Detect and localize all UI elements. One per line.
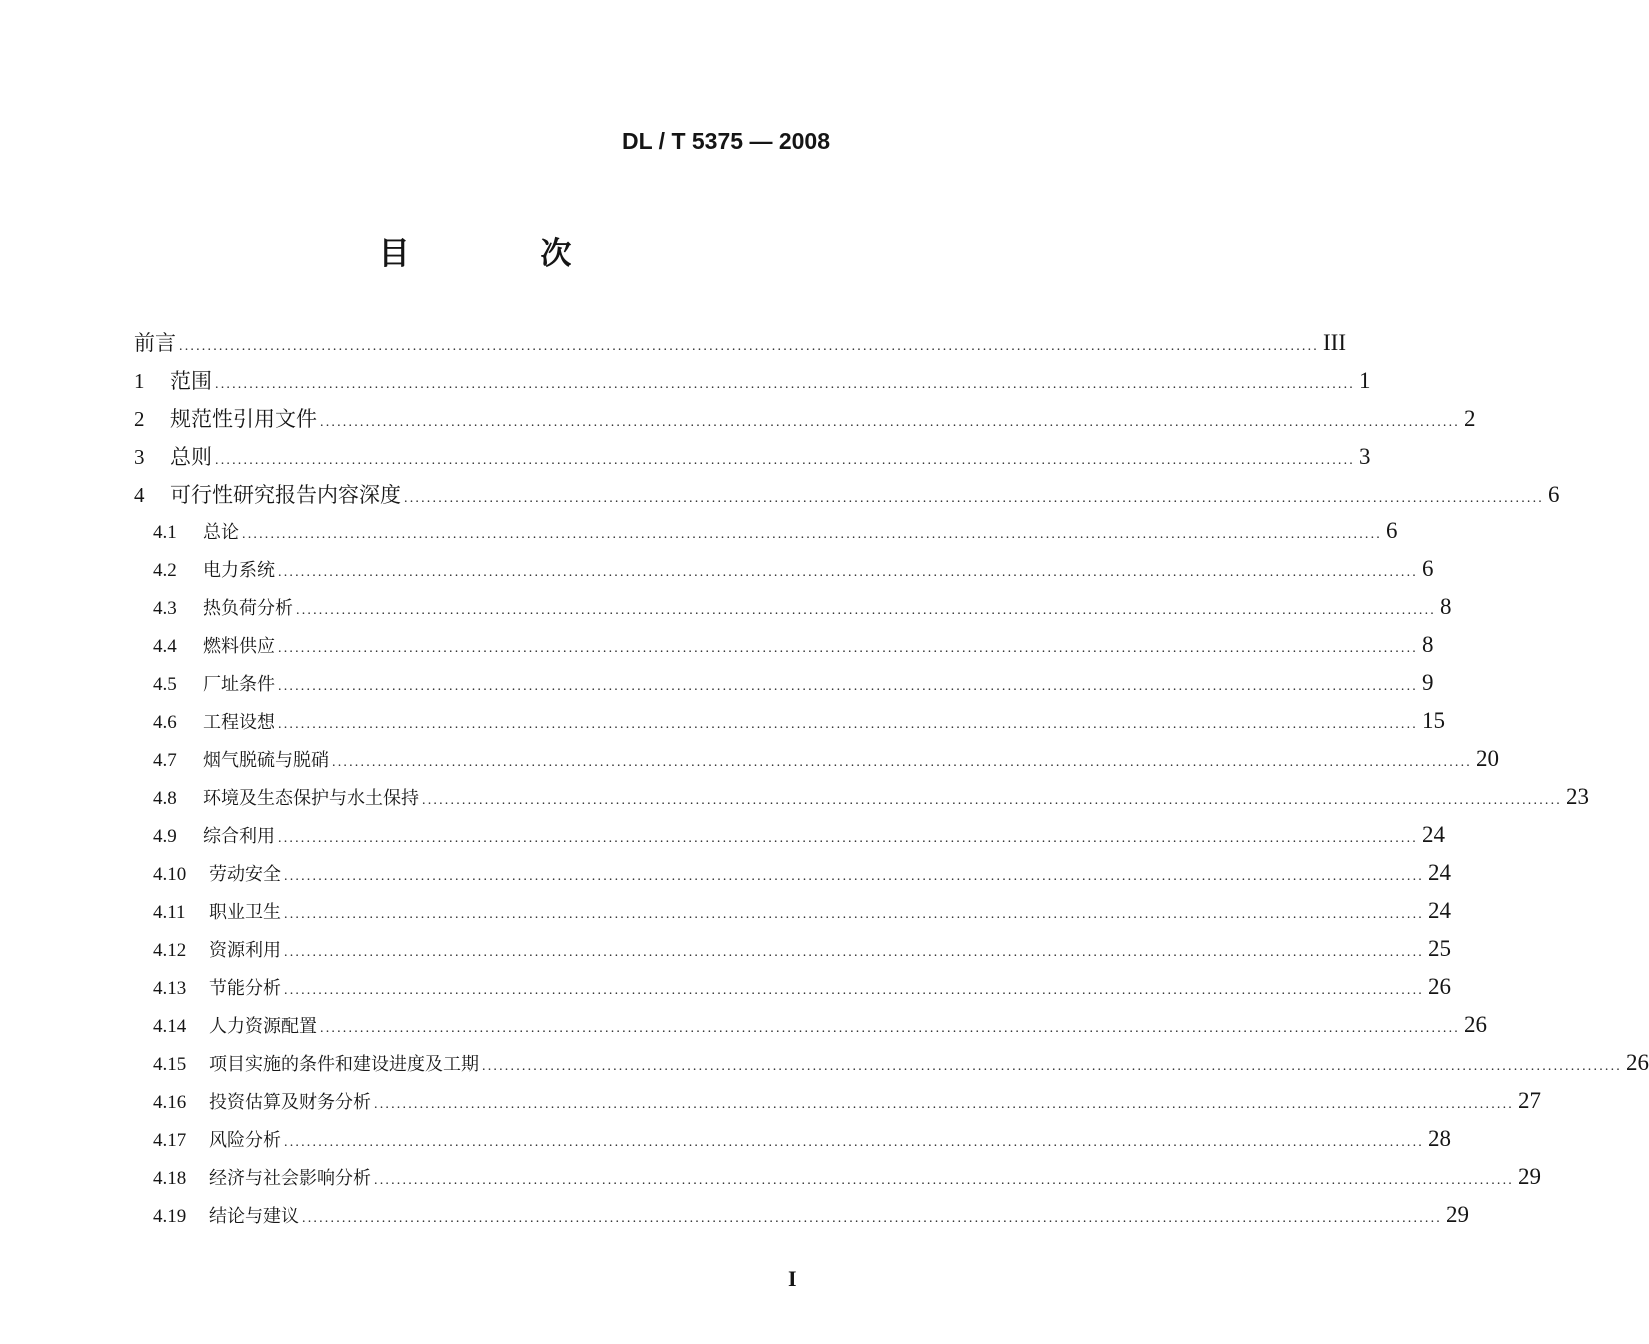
toc-entry-4[interactable]	[134, 479, 1560, 509]
toc-entry-title: 范围	[170, 369, 212, 393]
dot-leader: ........................................................................................................................................................................................................	[302, 1211, 1442, 1226]
dot-leader: ........................................................................................................................................................................................................	[320, 415, 1460, 430]
toc-entry-title: 风险分析	[209, 1130, 281, 1151]
toc-entry-title: 环境及生态保护与水土保持	[203, 788, 419, 809]
toc-entry-4-6[interactable]	[153, 708, 1445, 738]
toc-entry-4-7[interactable]	[153, 746, 1499, 776]
toc-entry-title: 工程设想	[203, 712, 275, 733]
toc-entry-4-9[interactable]	[153, 822, 1445, 852]
toc-entry-page: 26	[1626, 1050, 1649, 1075]
toc-entry-page: 2	[1464, 406, 1476, 431]
dot-leader: ........................................................................................................................................................................................................	[482, 1059, 1622, 1074]
toc-entry-title: 投资估算及财务分析	[209, 1092, 371, 1113]
toc-entry-number: 4.16	[153, 1092, 187, 1113]
toc-entry-4-13[interactable]	[153, 974, 1451, 1004]
toc-entry-page: 27	[1518, 1088, 1541, 1113]
toc-entry-title: 烟气脱硫与脱硝	[203, 750, 329, 771]
toc-entry-title: 资源利用	[209, 940, 281, 961]
toc-entry-title: 前言	[134, 331, 176, 355]
toc-entry-page: 9	[1422, 670, 1434, 695]
toc-entry-4-1[interactable]	[153, 518, 1398, 548]
toc-entry-4-16[interactable]	[153, 1088, 1541, 1118]
dot-leader: ........................................................................................................................................................................................................	[284, 1135, 1424, 1150]
toc-entry-title: 燃料供应	[203, 636, 275, 657]
toc-entry-page: 15	[1422, 708, 1445, 733]
dot-leader: ........................................................................................................................................................................................................	[332, 755, 1472, 770]
toc-entry-4-2[interactable]	[153, 556, 1434, 586]
dot-leader: ........................................................................................................................................................................................................	[278, 831, 1418, 846]
toc-entry-4-11[interactable]	[153, 898, 1451, 928]
toc-entry-title: 经济与社会影响分析	[209, 1168, 371, 1189]
toc-entry-number: 4.15	[153, 1054, 187, 1075]
toc-entry-number: 4.6	[153, 712, 177, 733]
toc-entry-number: 3	[134, 445, 145, 469]
dot-leader: ........................................................................................................................................................................................................	[284, 983, 1424, 998]
toc-entry-number: 4.9	[153, 826, 177, 847]
page-number: I	[788, 1266, 797, 1291]
toc-entry-page: 3	[1359, 444, 1371, 469]
toc-entry-page: III	[1323, 330, 1346, 355]
dot-leader: ........................................................................................................................................................................................................	[284, 945, 1424, 960]
dot-leader: ........................................................................................................................................................................................................	[320, 1021, 1460, 1036]
toc-entry-number: 4.17	[153, 1130, 187, 1151]
toc-entry-page: 23	[1566, 784, 1589, 809]
toc-entry-page: 26	[1464, 1012, 1487, 1037]
toc-title: 目 次	[378, 236, 632, 272]
toc-entry-title: 劳动安全	[209, 864, 281, 885]
toc-entry-title: 节能分析	[209, 978, 281, 999]
dot-leader: ........................................................................................................................................................................................................	[284, 869, 1424, 884]
dot-leader: ........................................................................................................................................................................................................	[242, 527, 1382, 542]
toc-entry-2[interactable]	[134, 403, 1476, 433]
toc-entry-number: 4	[134, 483, 145, 507]
toc-entry-3[interactable]	[134, 441, 1371, 471]
toc-entry-title: 电力系统	[203, 560, 275, 581]
dot-leader: ........................................................................................................................................................................................................	[278, 565, 1418, 580]
toc-entry-page: 26	[1428, 974, 1451, 999]
dot-leader: ........................................................................................................................................................................................................	[296, 603, 1436, 618]
dot-leader: ........................................................................................................................................................................................................	[215, 377, 1355, 392]
toc-entry-page: 6	[1548, 482, 1560, 507]
dot-leader: ........................................................................................................................................................................................................	[284, 907, 1424, 922]
toc-entry-number: 4.18	[153, 1168, 187, 1189]
toc-entry-title: 厂址条件	[203, 674, 275, 695]
toc-entry-page: 8	[1440, 594, 1452, 619]
dot-leader: ........................................................................................................................................................................................................	[215, 453, 1355, 468]
toc-entry-title: 总论	[203, 522, 239, 543]
dot-leader: ........................................................................................................................................................................................................	[179, 339, 1319, 354]
toc-entry-4-19[interactable]	[153, 1202, 1469, 1232]
toc-entry-4-15[interactable]	[153, 1050, 1649, 1080]
toc-entry-title: 综合利用	[203, 826, 275, 847]
toc-entry-title: 规范性引用文件	[170, 407, 317, 431]
toc-entry-number: 4.1	[153, 522, 177, 543]
toc-entry-number: 2	[134, 407, 145, 431]
toc-entry-number: 4.11	[153, 902, 186, 923]
standard-code: DL / T 5375 — 2008	[622, 128, 830, 154]
dot-leader: ........................................................................................................................................................................................................	[278, 717, 1418, 732]
toc-entry-number: 4.10	[153, 864, 187, 885]
toc-entry-title: 总则	[170, 445, 212, 469]
toc-entry-1[interactable]	[134, 365, 1371, 395]
toc-entry-title: 职业卫生	[209, 902, 281, 923]
toc-entry-number: 4.8	[153, 788, 177, 809]
toc-entry-4-8[interactable]	[153, 784, 1589, 814]
toc-entry-4-10[interactable]	[153, 860, 1451, 890]
toc-entry-number: 1	[134, 369, 145, 393]
toc-entry-4-4[interactable]	[153, 632, 1434, 662]
dot-leader: ........................................................................................................................................................................................................	[374, 1173, 1514, 1188]
toc-entry-number: 4.14	[153, 1016, 187, 1037]
dot-leader: ........................................................................................................................................................................................................	[404, 491, 1544, 506]
toc-entry-4-3[interactable]	[153, 594, 1452, 624]
toc-entry-title: 热负荷分析	[203, 598, 293, 619]
toc-entry-number: 4.3	[153, 598, 177, 619]
dot-leader: ........................................................................................................................................................................................................	[422, 793, 1562, 808]
toc-entry-page: 1	[1359, 368, 1371, 393]
toc-entry-page: 6	[1386, 518, 1398, 543]
toc-entry-preface[interactable]	[134, 327, 1346, 357]
dot-leader: ........................................................................................................................................................................................................	[374, 1097, 1514, 1112]
toc-entry-title: 人力资源配置	[209, 1016, 317, 1037]
toc-entry-title: 项目实施的条件和建设进度及工期	[209, 1054, 479, 1075]
toc-entry-page: 20	[1476, 746, 1499, 771]
toc-entry-number: 4.12	[153, 940, 187, 961]
dot-leader: ........................................................................................................................................................................................................	[278, 679, 1418, 694]
toc-entry-number: 4.4	[153, 636, 177, 657]
toc-entry-4-18[interactable]	[153, 1164, 1541, 1194]
toc-entry-number: 4.19	[153, 1206, 187, 1227]
toc-entry-4-5[interactable]	[153, 670, 1434, 700]
toc-entry-page: 25	[1428, 936, 1451, 961]
toc-entry-title: 可行性研究报告内容深度	[170, 483, 401, 507]
toc-entry-number: 4.7	[153, 750, 177, 771]
toc-entry-page: 24	[1428, 898, 1451, 923]
toc-entry-title: 结论与建议	[209, 1206, 299, 1227]
toc-entry-4-12[interactable]	[153, 936, 1451, 966]
toc-entry-page: 29	[1518, 1164, 1541, 1189]
toc-entry-page: 24	[1422, 822, 1445, 847]
toc-entry-page: 29	[1446, 1202, 1469, 1227]
toc-entry-number: 4.13	[153, 978, 187, 999]
dot-leader: ........................................................................................................................................................................................................	[278, 641, 1418, 656]
toc-entry-4-14[interactable]	[153, 1012, 1487, 1042]
toc-entry-number: 4.5	[153, 674, 177, 695]
toc-entry-page: 6	[1422, 556, 1434, 581]
toc-entry-4-17[interactable]	[153, 1126, 1451, 1156]
toc-entry-page: 24	[1428, 860, 1451, 885]
toc-entry-number: 4.2	[153, 560, 177, 581]
toc-entry-page: 8	[1422, 632, 1434, 657]
toc-entry-page: 28	[1428, 1126, 1451, 1151]
